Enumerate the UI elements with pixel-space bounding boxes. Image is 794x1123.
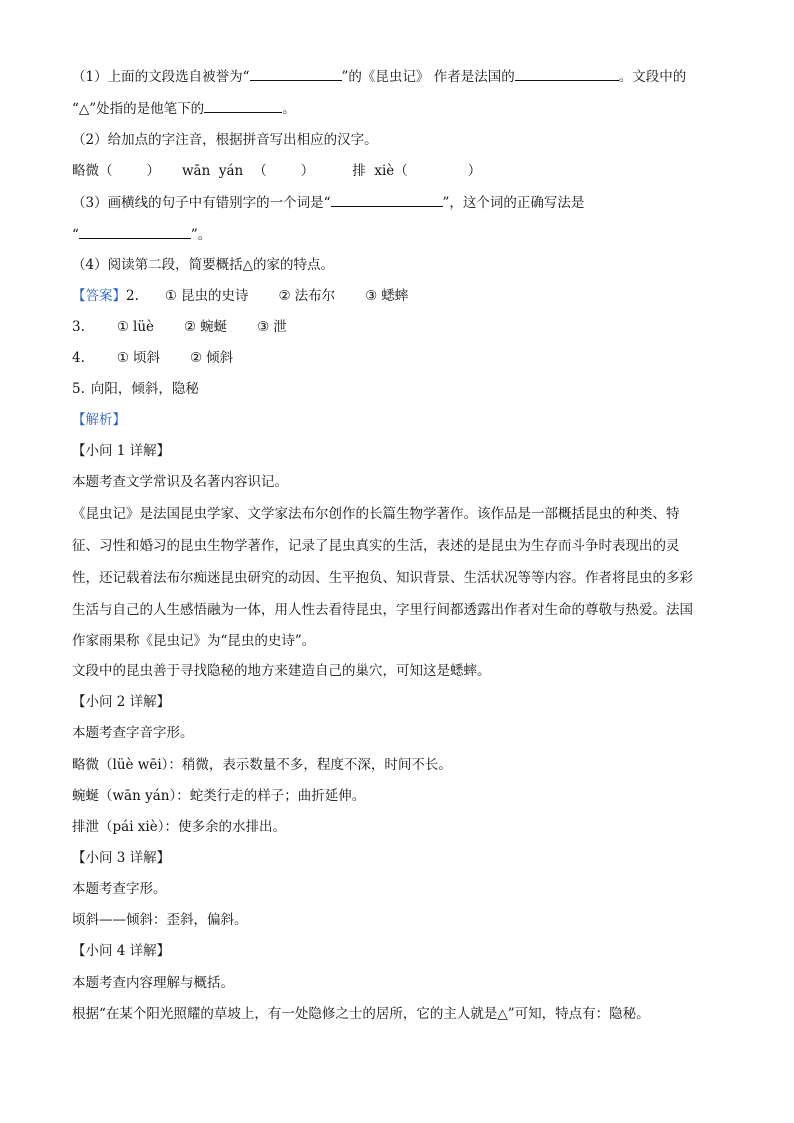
section-1-heading: 【小问 1 详解】 bbox=[72, 443, 171, 459]
q2-word-1: 略微（ bbox=[72, 163, 113, 179]
q1-line-2 bbox=[72, 98, 734, 119]
answer-num: 5. bbox=[72, 381, 85, 397]
q1-blank-1 bbox=[250, 66, 342, 81]
answer-index: ① bbox=[164, 288, 177, 304]
q1-text-a: （1）上面的文段选自被誉为“ bbox=[72, 69, 250, 85]
answer-index: ② bbox=[278, 288, 291, 304]
answer-value: 昆虫的史诗 bbox=[181, 288, 249, 304]
section-2-heading: 【小问 2 详解】 bbox=[72, 694, 171, 710]
q3-text-c: “ bbox=[72, 227, 79, 243]
analysis-label: 【解析】 bbox=[72, 412, 126, 428]
q3-text-b: ”，这个词的正确写法是 bbox=[442, 195, 585, 211]
answer-index: ③ bbox=[365, 288, 378, 304]
q3-blank-2 bbox=[79, 224, 191, 239]
answer-value: 蟋蟀 bbox=[381, 288, 409, 304]
answer-value: 法布尔 bbox=[294, 288, 336, 304]
answer-value: lüè bbox=[133, 319, 155, 335]
q3-text-a: （3）画横线的句子中有错别字的一个词是“ bbox=[72, 195, 331, 211]
section-2-p4: 排泄（pái xiè）：使多余的水排出。 bbox=[72, 819, 286, 835]
q3-blank-1 bbox=[331, 192, 443, 207]
answer-num: 4. bbox=[72, 350, 85, 366]
q1-blank-2 bbox=[515, 66, 619, 81]
q3-text-d: ”。 bbox=[190, 227, 212, 243]
q3-line-2 bbox=[72, 224, 734, 245]
section-1-p1: 本题考查文学常识及名著内容识记。 bbox=[72, 474, 288, 490]
q2-word-2-open: （ bbox=[253, 163, 267, 179]
q2-words bbox=[72, 161, 734, 181]
q2-word-3-close: ） bbox=[467, 163, 482, 179]
answer-index: ① bbox=[116, 319, 129, 335]
answer-value: 倾斜 bbox=[206, 350, 234, 366]
answer-value: 向阳，倾斜，隐秘 bbox=[90, 381, 199, 397]
section-2-p2: 略微（lüè wēi）：稍微，表示数量不多，程度不深，时间不长。 bbox=[72, 757, 452, 773]
q2-word-1-close: ） bbox=[146, 163, 160, 179]
answer-index: ③ bbox=[257, 319, 270, 335]
section-4-p2: 根据“在某个阳光照耀的草坡上，有一处隐修之士的居所，它的主人就是△”可知，特点有：隐秘。 bbox=[72, 1006, 650, 1022]
q1-text-d: “△”处指的是他笔下的 bbox=[72, 101, 205, 117]
section-1-p2-line3: 性，还记载着法布尔痴迷昆虫研究的动因、生平抱负、知识背景、生活状况等等内容。作者将昆虫的多彩 bbox=[72, 570, 693, 586]
q1-blank-3 bbox=[204, 98, 282, 113]
section-4-p1: 本题考查内容理解与概括。 bbox=[72, 975, 234, 991]
section-1-p3: 文段中的昆虫善于寻找隐秘的地方来建造自己的巢穴，可知这是蟋蟀。 bbox=[72, 663, 491, 679]
section-2-p3: 蜿蜒（wān yán）：蛇类行走的样子；曲折延伸。 bbox=[72, 788, 366, 804]
q2-word-3: 排 xiè（ bbox=[352, 163, 408, 179]
answer-row-4 bbox=[72, 348, 734, 368]
answer-value: 顷斜 bbox=[133, 350, 160, 366]
q3-line-1 bbox=[72, 192, 734, 213]
q4-title: （4）阅读第二段，简要概括△的家的特点。 bbox=[72, 257, 334, 273]
answer-row-2 bbox=[72, 286, 734, 306]
section-4-heading: 【小问 4 详解】 bbox=[72, 943, 171, 959]
answer-index: ② bbox=[190, 350, 203, 366]
q2-word-2: wān yán bbox=[182, 163, 244, 179]
answer-num: 3. bbox=[72, 319, 85, 335]
answer-row-3 bbox=[72, 317, 734, 337]
section-3-p2: 顷斜——倾斜：歪斜，偏斜。 bbox=[72, 912, 248, 928]
section-2-p1: 本题考查字音字形。 bbox=[72, 725, 194, 741]
section-3-p1: 本题考查字形。 bbox=[72, 881, 167, 897]
section-1-p2-line5: 作家雨果称《昆虫记》为“昆虫的史诗”。 bbox=[72, 633, 316, 649]
section-1-p2-line1: 《昆虫记》是法国昆虫学家、文学家法布尔创作的长篇生物学著作。该作品是一部概括昆虫的种类、特 bbox=[72, 506, 680, 522]
section-3-heading: 【小问 3 详解】 bbox=[72, 850, 171, 866]
section-1-p2-line4: 生活与自己的人生感悟融为一体，用人性去看待昆虫，字里行间都透露出作者对生命的尊敬与热爱。法国 bbox=[72, 602, 693, 618]
answer-num: 2. bbox=[126, 288, 139, 304]
answer-index: ② bbox=[184, 319, 197, 335]
answer-value: 泄 bbox=[273, 319, 287, 335]
q1-line-1 bbox=[72, 66, 734, 87]
answer-value: 蜿蜒 bbox=[200, 319, 228, 335]
q1-text-c: 。文段中的 bbox=[618, 69, 687, 85]
q2-word-2-close: ） bbox=[300, 163, 315, 179]
answer-index: ① bbox=[116, 350, 129, 366]
q1-text-e: 。 bbox=[282, 101, 296, 117]
section-1-p2-line2: 征、习性和婚习的昆虫生物学著作，记录了昆虫真实的生活，表述的是昆虫为生存而斗争时表现出的灵 bbox=[72, 538, 680, 554]
q2-title: （2）给加点的字注音，根据拼音写出相应的汉字。 bbox=[72, 132, 378, 148]
q1-text-b: ”的《昆虫记》 作者是法国的 bbox=[341, 69, 515, 85]
answer-row-5 bbox=[72, 379, 734, 399]
answer-label: 【答案】 bbox=[72, 288, 126, 304]
